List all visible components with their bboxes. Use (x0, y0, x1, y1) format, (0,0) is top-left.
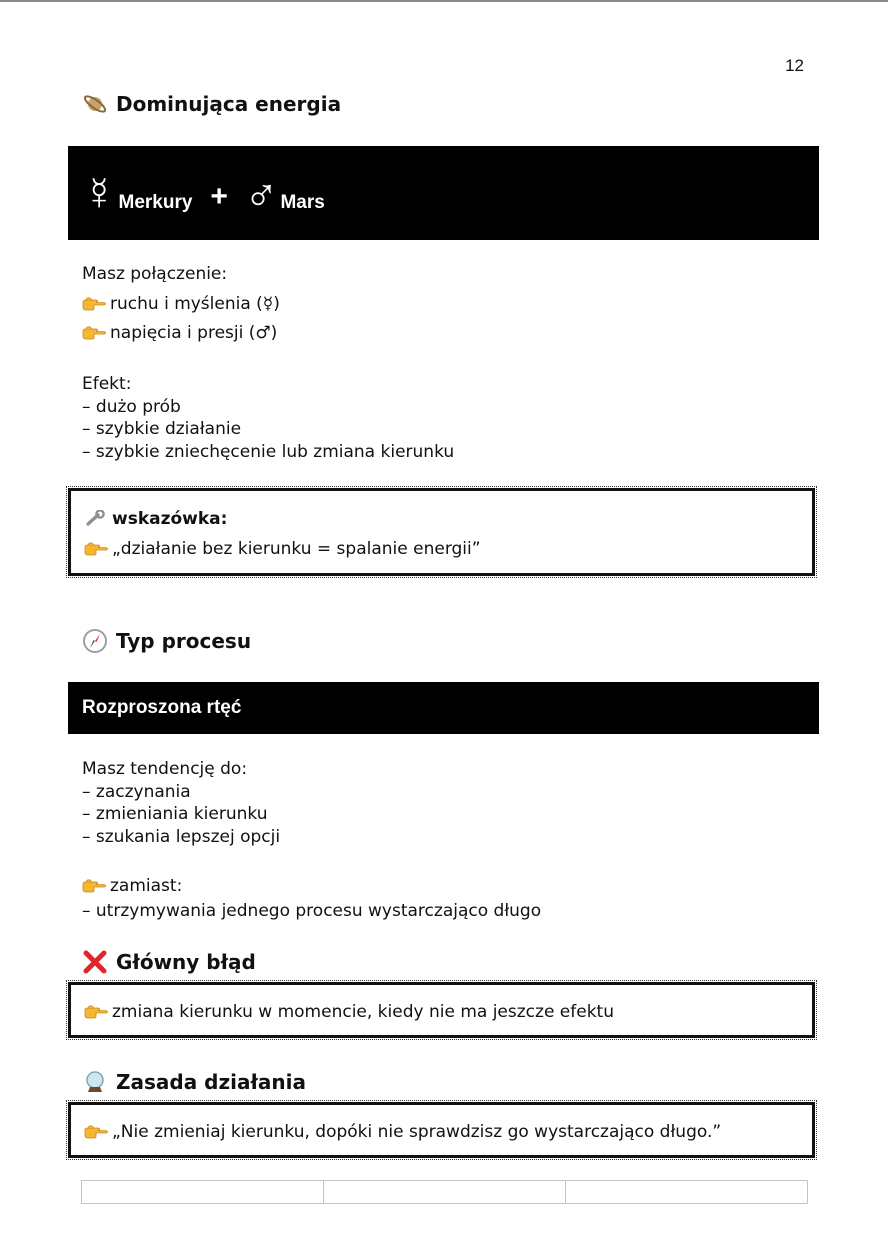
tip-text: „działanie bez kierunku = spalanie energii” (84, 539, 481, 559)
tip-heading: wskazówka: (84, 509, 227, 529)
tip-box (68, 488, 815, 576)
crystal-ball-icon (82, 1069, 108, 1095)
error-text: zmiana kierunku w momencie, kiedy nie ma jeszcze efektu (84, 1002, 614, 1022)
instead-item: – utrzymywania jednego procesu wystarczająco długo (82, 900, 542, 921)
pointing-hand-icon (84, 1123, 108, 1139)
pointing-hand-icon (82, 295, 106, 311)
section-title-error-text: Główny błąd (116, 950, 256, 974)
mars-label: Mars (280, 192, 325, 213)
pointing-hand-icon (82, 877, 106, 893)
compass-icon (82, 628, 108, 654)
rule-box (68, 1102, 815, 1158)
section-title-energy (82, 91, 341, 117)
instead-block (82, 875, 541, 922)
top-border (0, 0, 888, 2)
instead-label-line: zamiast: (82, 875, 541, 898)
energy-intro-block (82, 263, 280, 345)
effect-item: – szybkie zniechęcenie lub zmiana kierunku (82, 441, 455, 462)
wrench-icon (84, 510, 108, 526)
pointing-hand-icon (82, 324, 106, 340)
section-title-energy-text: Dominująca energia (116, 92, 342, 116)
table-cell (324, 1181, 566, 1203)
table-cell (566, 1181, 807, 1203)
process-block (82, 758, 280, 848)
error-box (68, 982, 815, 1038)
energy-bullet: ruchu i myślenia (☿) (82, 293, 280, 316)
effect-item: – dużo prób (82, 396, 181, 417)
section-title-rule (82, 1069, 306, 1095)
section-title-error (82, 949, 256, 975)
section-title-process-text: Typ procesu (116, 629, 252, 653)
mercury-label: Merkury (118, 192, 193, 213)
planets-banner (68, 146, 819, 240)
page-number: 12 (785, 56, 804, 75)
energy-bullet: napięcia i presji (♂) (82, 322, 280, 345)
process-item: – zaczynania (82, 781, 191, 802)
effect-item: – szybkie działanie (82, 419, 242, 439)
effect-label: Efekt: (82, 374, 132, 394)
plus-sign: + (210, 180, 228, 213)
mercury-symbol: ☿ (82, 167, 117, 219)
process-banner (68, 682, 819, 734)
section-title-rule-text: Zasada działania (116, 1070, 306, 1094)
process-banner-title: Rozproszona rtęć (82, 697, 242, 718)
effect-block (82, 373, 454, 463)
cross-mark-icon (82, 949, 108, 975)
section-title-process (82, 628, 251, 654)
process-item: – szukania lepszej opcji (82, 826, 281, 847)
process-item: – zmieniania kierunku (82, 804, 268, 824)
process-intro: Masz tendencję do: (82, 759, 248, 779)
pointing-hand-icon (84, 540, 108, 556)
energy-intro: Masz połączenie: (82, 264, 228, 284)
rule-text: „Nie zmieniaj kierunku, dopóki nie sprawdzisz go wystarczająco długo.” (84, 1122, 721, 1142)
table-cell (82, 1181, 324, 1203)
empty-footer-table (81, 1180, 808, 1204)
mars-symbol: ♂ (243, 167, 279, 219)
pointing-hand-icon (84, 1003, 108, 1019)
saturn-icon (82, 91, 108, 117)
